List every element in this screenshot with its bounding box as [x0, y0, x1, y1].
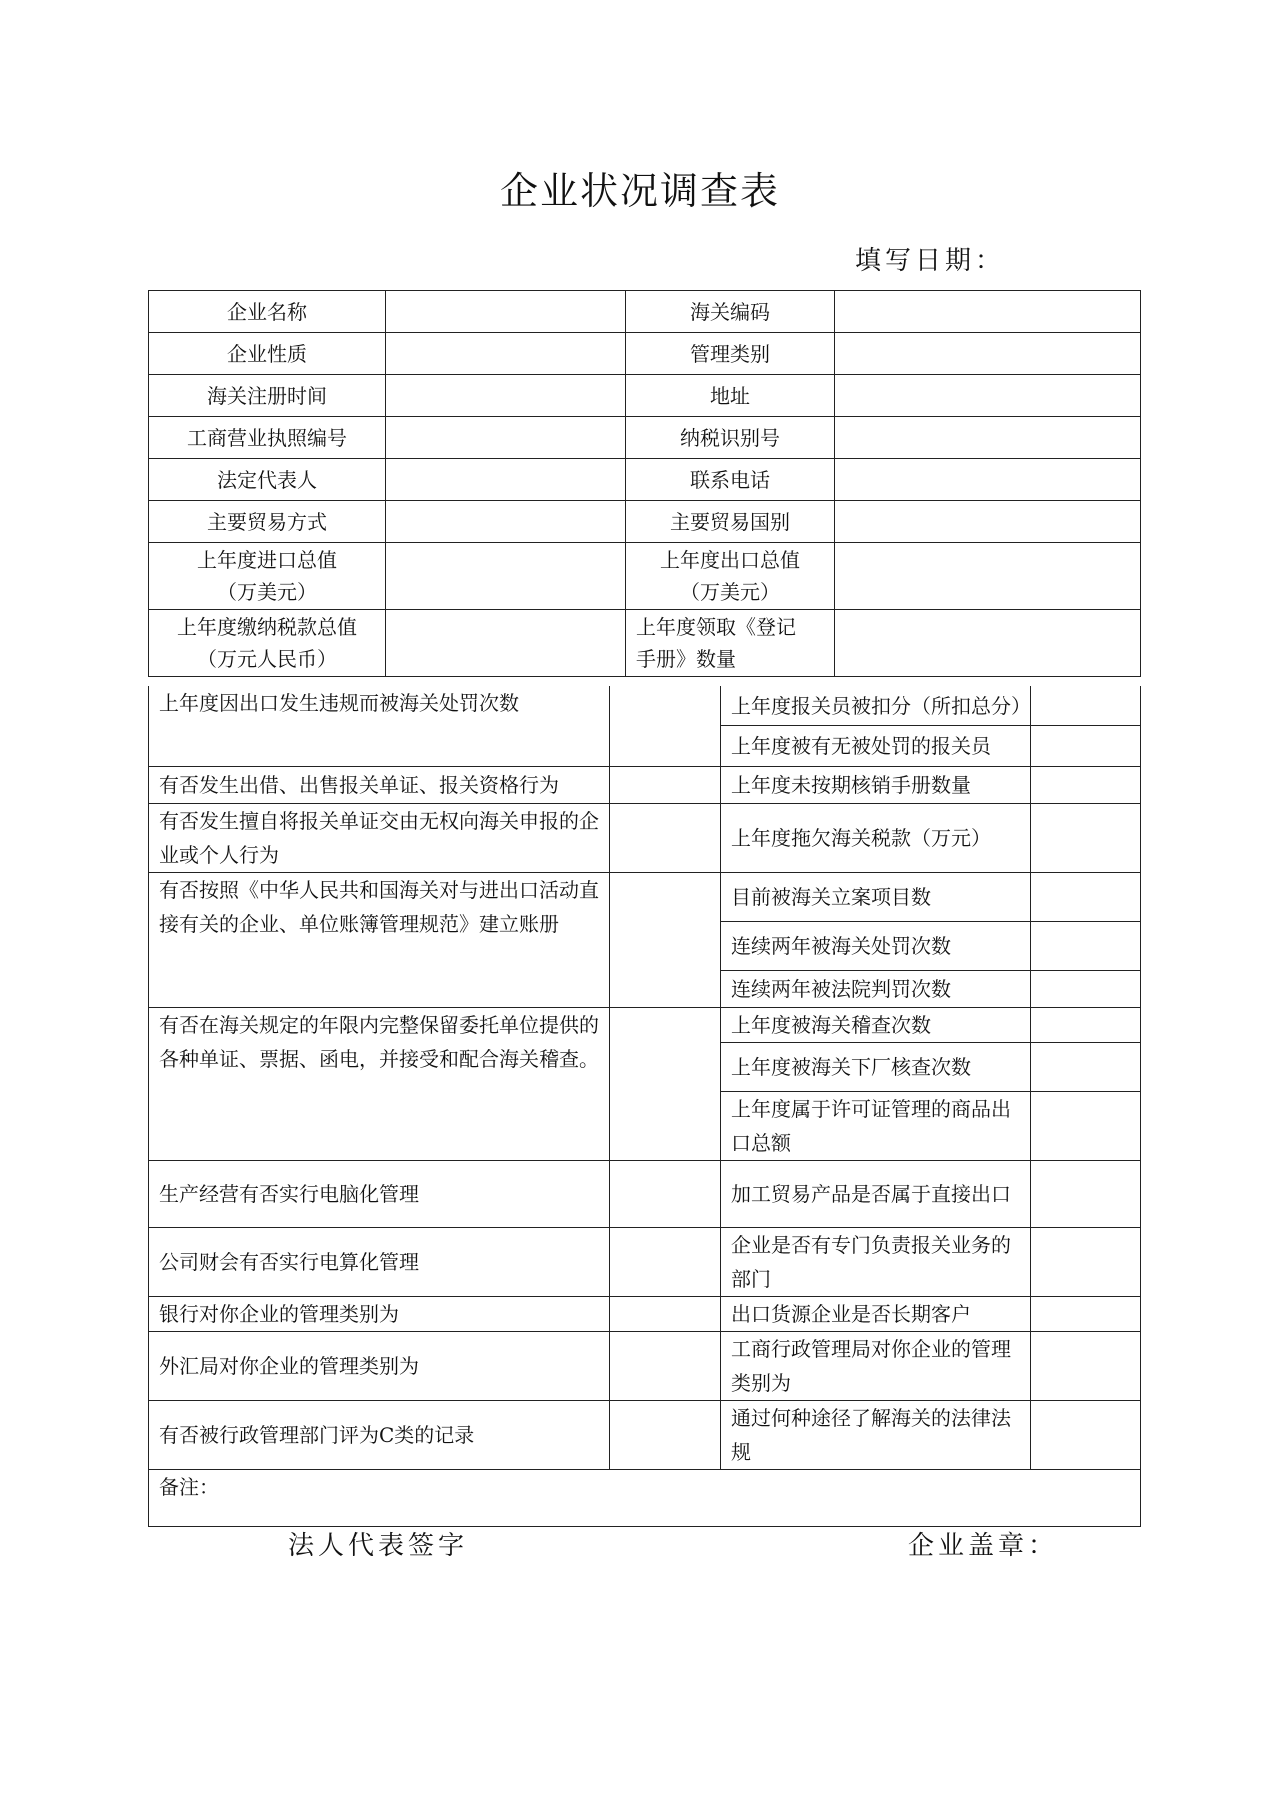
question-right-5: 目前被海关立案项目数	[721, 873, 1031, 922]
question-right-7: 连续两年被法院判罚次数	[721, 971, 1031, 1008]
customs-code-field[interactable]	[835, 291, 1141, 333]
main-trade-country-label: 主要贸易国别	[626, 501, 835, 543]
answer-right-14[interactable]	[1031, 1332, 1141, 1401]
remarks-field[interactable]	[149, 1470, 1141, 1527]
table-row	[149, 333, 1141, 375]
table-row	[149, 610, 1141, 677]
question-right-11: 加工贸易产品是否属于直接出口	[721, 1161, 1031, 1228]
contact-phone-field[interactable]	[835, 459, 1141, 501]
page-title: 企业状况调查表	[499, 169, 780, 213]
legal-representative-field[interactable]	[386, 459, 626, 501]
question-right-13: 出口货源企业是否长期客户	[721, 1297, 1031, 1332]
question-left-8: 银行对你企业的管理类别为	[149, 1297, 610, 1332]
question-right-10: 上年度属于许可证管理的商品出口总额	[721, 1092, 1031, 1161]
answer-right-3[interactable]	[1031, 767, 1141, 804]
question-left-5: 有否在海关规定的年限内完整保留委托单位提供的各种单证、票据、函电，并接受和配合海关稽查。	[149, 1008, 610, 1161]
table-row	[149, 686, 1141, 726]
company-seal-label: 企业盖章：	[908, 1531, 1059, 1561]
question-right-4: 上年度拖欠海关税款（万元）	[721, 804, 1031, 873]
management-category-label: 管理类别	[626, 333, 835, 375]
answer-right-15[interactable]	[1031, 1401, 1141, 1470]
answer-right-5[interactable]	[1031, 873, 1141, 922]
answer-left-9[interactable]	[610, 1332, 721, 1401]
remarks-label: 备注：	[159, 1475, 219, 1499]
answer-left-10[interactable]	[610, 1401, 721, 1470]
table-row	[149, 767, 1141, 804]
answer-left-4[interactable]	[610, 873, 721, 1008]
table-row	[149, 1332, 1141, 1401]
main-trade-country-field[interactable]	[835, 501, 1141, 543]
registration-manual-count-label-line2: 手册》数量	[636, 647, 736, 671]
registration-manual-count-label-line1: 上年度领取《登记	[636, 615, 796, 639]
import-total-label	[149, 543, 386, 610]
answer-right-8[interactable]	[1031, 1008, 1141, 1043]
export-total-label-line1: 上年度出口总值	[660, 548, 800, 572]
question-left-4: 有否按照《中华人民共和国海关对与进出口活动直接有关的企业、单位账簿管理规范》建立账册	[149, 873, 610, 1008]
tax-id-field[interactable]	[835, 417, 1141, 459]
tax-paid-total-field[interactable]	[386, 610, 626, 677]
answer-right-12[interactable]	[1031, 1228, 1141, 1297]
business-license-number-label: 工商营业执照编号	[149, 417, 386, 459]
table-row	[149, 501, 1141, 543]
import-total-field[interactable]	[386, 543, 626, 610]
customs-registration-time-label: 海关注册时间	[149, 375, 386, 417]
contact-phone-label: 联系电话	[626, 459, 835, 501]
answer-left-2[interactable]	[610, 767, 721, 804]
question-right-6: 连续两年被海关处罚次数	[721, 922, 1031, 971]
tax-paid-total-label	[149, 610, 386, 677]
legal-representative-label: 法定代表人	[149, 459, 386, 501]
tax-paid-total-label-line2: （万元人民币）	[197, 647, 337, 671]
company-nature-field[interactable]	[386, 333, 626, 375]
address-label: 地址	[626, 375, 835, 417]
registration-manual-count-label	[626, 610, 835, 677]
main-trade-mode-field[interactable]	[386, 501, 626, 543]
question-right-12: 企业是否有专门负责报关业务的部门	[721, 1228, 1031, 1297]
question-left-7: 公司财会有否实行电算化管理	[149, 1228, 610, 1297]
table-row	[149, 291, 1141, 333]
table-row	[149, 459, 1141, 501]
answer-left-7[interactable]	[610, 1228, 721, 1297]
table-row	[149, 1401, 1141, 1470]
answer-right-4[interactable]	[1031, 804, 1141, 873]
answer-left-8[interactable]	[610, 1297, 721, 1332]
table-row	[149, 375, 1141, 417]
table-row	[149, 1008, 1141, 1043]
answer-right-1[interactable]	[1031, 686, 1141, 726]
answer-right-13[interactable]	[1031, 1297, 1141, 1332]
answer-right-11[interactable]	[1031, 1161, 1141, 1228]
question-right-1: 上年度报关员被扣分（所扣总分）	[721, 686, 1031, 726]
question-left-2: 有否发生出借、出售报关单证、报关资格行为	[149, 767, 610, 804]
table-row	[149, 1470, 1141, 1527]
question-left-6: 生产经营有否实行电脑化管理	[149, 1161, 610, 1228]
legal-representative-signature-label: 法人代表签字	[288, 1531, 469, 1561]
compliance-table	[148, 686, 1141, 1527]
customs-code-label: 海关编码	[626, 291, 835, 333]
question-left-1: 上年度因出口发生违规而被海关处罚次数	[149, 686, 610, 767]
company-name-label: 企业名称	[149, 291, 386, 333]
question-right-15: 通过何种途径了解海关的法律法规	[721, 1401, 1031, 1470]
table-row	[149, 873, 1141, 922]
tax-paid-total-label-line1: 上年度缴纳税款总值	[177, 615, 357, 639]
import-total-label-line1: 上年度进口总值	[197, 548, 337, 572]
answer-left-3[interactable]	[610, 804, 721, 873]
table-row	[149, 543, 1141, 610]
export-total-label	[626, 543, 835, 610]
answer-right-9[interactable]	[1031, 1043, 1141, 1092]
question-right-2: 上年度被有无被处罚的报关员	[721, 726, 1031, 767]
question-left-3: 有否发生擅自将报关单证交由无权向海关申报的企业或个人行为	[149, 804, 610, 873]
answer-left-5[interactable]	[610, 1008, 721, 1161]
company-name-field[interactable]	[386, 291, 626, 333]
question-right-14: 工商行政管理局对你企业的管理类别为	[721, 1332, 1031, 1401]
question-left-10: 有否被行政管理部门评为C类的记录	[149, 1401, 610, 1470]
registration-manual-count-field[interactable]	[835, 610, 1141, 677]
question-right-3: 上年度未按期核销手册数量	[721, 767, 1031, 804]
answer-left-1[interactable]	[610, 686, 721, 767]
question-right-9: 上年度被海关下厂核查次数	[721, 1043, 1031, 1092]
table-row	[149, 804, 1141, 873]
export-total-field[interactable]	[835, 543, 1141, 610]
table-row	[149, 1228, 1141, 1297]
table-row	[149, 417, 1141, 459]
answer-right-7[interactable]	[1031, 971, 1141, 1008]
table-row	[149, 1297, 1141, 1332]
management-category-field[interactable]	[835, 333, 1141, 375]
company-nature-label: 企业性质	[149, 333, 386, 375]
address-field[interactable]	[835, 375, 1141, 417]
business-license-number-field[interactable]	[386, 417, 626, 459]
answer-right-6[interactable]	[1031, 922, 1141, 971]
tax-id-label: 纳税识别号	[626, 417, 835, 459]
answer-right-10[interactable]	[1031, 1092, 1141, 1161]
basic-info-table	[148, 290, 1141, 677]
export-total-label-line2: （万美元）	[680, 580, 780, 604]
main-trade-mode-label: 主要贸易方式	[149, 501, 386, 543]
question-left-9: 外汇局对你企业的管理类别为	[149, 1332, 610, 1401]
question-right-8: 上年度被海关稽查次数	[721, 1008, 1031, 1043]
import-total-label-line2: （万美元）	[217, 580, 317, 604]
answer-right-2[interactable]	[1031, 726, 1141, 767]
table-row	[149, 1161, 1141, 1228]
fill-date-label: 填写日期：	[855, 246, 1006, 276]
answer-left-6[interactable]	[610, 1161, 721, 1228]
customs-registration-time-field[interactable]	[386, 375, 626, 417]
